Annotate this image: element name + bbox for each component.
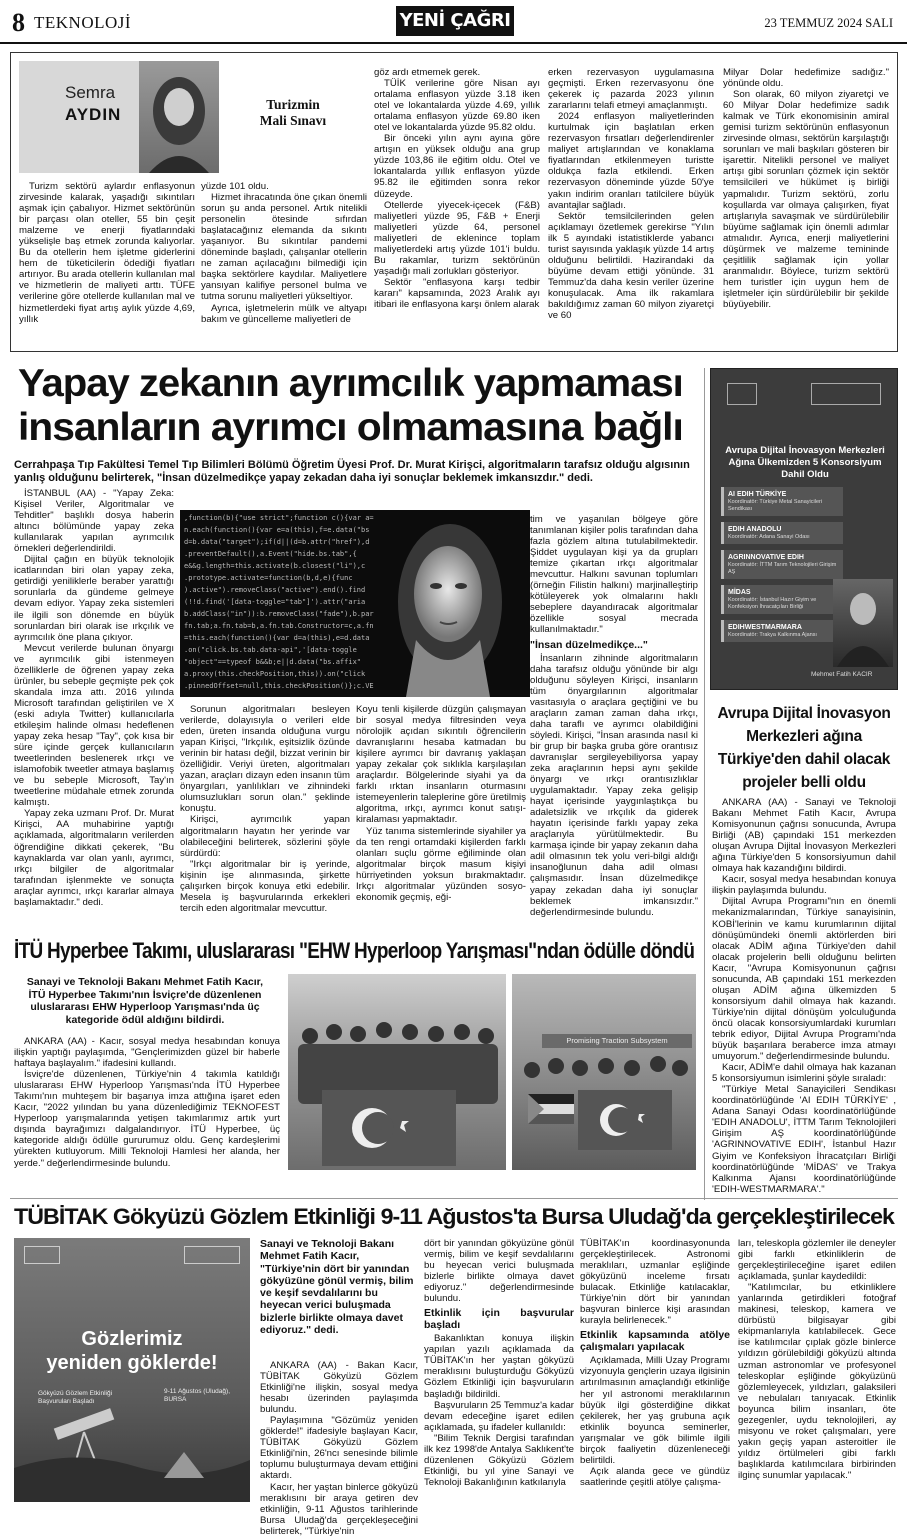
poster-list-item bbox=[721, 550, 843, 579]
ai-subheading: "İnsan düzelmedikçe..." bbox=[530, 638, 648, 651]
svg-text:n.each(function(){var e=a(this: n.each(function(){var e=a(this),f=e.data("bs bbox=[184, 526, 370, 534]
paragraph: Ayrıca, işletmelerin mülk ve altyapı bakım ve güncelleme maliyetleri de bbox=[201, 302, 367, 325]
tubitak-column-2 bbox=[424, 1238, 574, 1488]
paragraph: Kacır, ADİM'e dahil olmaya hak kazanan 5 konsorsiyumun isimlerini şöyle sıraladı: bbox=[712, 1062, 896, 1085]
ai-headline-line2: insanların ayrımcı olmamasına bağlı bbox=[18, 406, 683, 449]
poster-list bbox=[721, 487, 843, 648]
poster-item-coordinator: Koordinatör: Trakya Kalkınma Ajansı bbox=[728, 632, 817, 638]
paragraph: ANKARA (AA) - Bakan Kacır, TÜBİTAK Gökyüzü Gözlem Etkinliği'ne ilişkin, sosyal medya hesabı üzerinden paylaşımda bulundu. bbox=[260, 1360, 418, 1416]
divider bbox=[704, 368, 705, 1200]
svg-text:=this.each(function(){var d=a(: =this.each(function(){var d=a(this),e=d.data bbox=[184, 634, 370, 642]
page-number: 8 bbox=[12, 8, 25, 37]
eu-logo-icon bbox=[811, 383, 881, 405]
poster-list-item bbox=[721, 620, 843, 642]
paragraph: İSTANBUL (AA) - "Yapay Zeka: Kişisel Veriler, Algoritmalar ve Tehditler" başlıklı dosya haberin altıncı bölümünde yapay zeka kullanılarak yapılan ayrımcılık örnekleri değerlendirildi. bbox=[14, 488, 174, 555]
paragraph: İsviçre'de düzenlenen, Türkiye'nin 4 takımla katıldığı uluslararası EHW Hyperloop Yarışması'nda İTÜ Hyperbee Takımı'nın muhteşem bir başarıya imza attığına işaret eden Kacır, "2022 yılından bu yana düzenlediğimiz TEKNOFEST Hyperloop yarışmalarında yetişen takımlarımız artık yurt dışında bayrağımızı dalgalandırıyor. İTÜ Hyperbee, üç kategoride aldığı ödülle gururumuz oldu. Genç kardeşlerimi yürekten kutluyorum. Milli Teknoloji Hamlesi her alanda, her yerde." değerlendirmesinde bulundu. bbox=[14, 1069, 280, 1169]
svg-text:d=b.data("target");if(d||(d=b.: d=b.data("target");if(d||(d=b.attr("href"),d bbox=[184, 538, 370, 546]
poster-headline-1: Gözlerimiz bbox=[81, 1328, 183, 1350]
eu-poster bbox=[710, 368, 898, 690]
poster-item-name: EDIHWESTMARMARA bbox=[728, 624, 802, 631]
column-text-5 bbox=[723, 67, 889, 310]
ministry-logo-icon bbox=[727, 383, 757, 405]
poster-list-item bbox=[721, 522, 843, 544]
poster-item-name: AGRINNOVATIVE EDIH bbox=[728, 554, 804, 561]
poster-item-coordinator: Koordinatör: İTTM Tarım Teknolojileri Girişim AŞ bbox=[728, 562, 837, 575]
column-title-line2: Mali Sınavı bbox=[259, 113, 327, 128]
paragraph: dört bir yanından gökyüzüne gönül vermiş, bilim ve keşif sevdalılarını bu heyecan verici buluşmada bizlerle birlikte olmaya davet ediyoruz." değerlendirmesinde bulundu. bbox=[424, 1238, 574, 1305]
paragraph: Sektör temsilcilerinden gelen açıklamayı özetlemek gerekirse "Yılın ilk 5 ayındaki istatistiklerde yabancı turist sayısında yaklaşık yüzde 14 artış olduğunu belirtildi. Hazirandaki da büyüme devam ettiği yönünde. 31 Temmuz'da daha kesin veriler üzerine konuşulacak. Ama ilk rakamlara bakıldığımız zaman 60 milyon ziyaretçi ve 60 bbox=[548, 210, 714, 322]
paragraph: Açıklamada, Milli Uzay Programı vizyonuyla gençlerin uzaya ilgisinin artırılmasının amaçlandığı etkinliğe her yıl astronomi meraklılarının büyük ilgi gösterdiğine dikkat çekilerek, her yaş grubuna açık etkinlik boyunca seminerler, yarışmalar ve gök bilimle ilgili birçok faaliyetin düzenleneceği belirtildi. bbox=[580, 1355, 730, 1466]
eu-body bbox=[712, 797, 896, 1195]
poster-item-coordinator: Koordinatör: Adana Sanayi Odası bbox=[728, 534, 810, 540]
paragraph: ANKARA (AA) - Kacır, sosyal medya hesabından konuya ilişkin yaptığı paylaşımda, "Gençlerimizden güzel bir haberle haftaya başlayalım." ifadesini kullandı. bbox=[14, 1036, 280, 1070]
column-text-2 bbox=[201, 181, 367, 325]
paragraph: ları, teleskopla gözlemler ile deneyler gibi farklı etkinliklerin de gerçekleştirileceğine işaret edilen açıklamada, şunlar kaydedildi: bbox=[738, 1238, 896, 1283]
itu-body bbox=[14, 1036, 280, 1169]
tubitak-lead: Sanayi ve Teknoloji Bakanı Mehmet Fatih Kacır, "Türkiye'nin dört bir yanından gökyüzüne gönül vermiş, bilim ve keşif sevdalılarını bu heyecan verici buluşmada bizlerle birlikte olmaya davet ediyoruz." dedi. bbox=[260, 1238, 414, 1337]
paragraph: İnsanların zihninde algoritmaların daha tarafsız olduğu yönünde bir algı olduğunu söyleyen Kirişci, insanların tüm önyargılarının algoritmalar vasıtasıyla o araçlara geçtiğini ve bu araçların zaman zaman daha ırkçı, daha taraflı ve ayrımcı olabildiğini söyledi. Kirişci, "İnsan arasında nasıl ki bir grup bir başka gruba göre orantısız davranışlar sergileyebiliyorsa yapay zeka araçlarının hepsi aynı şekilde önyargı ve ırkçı orantısızlıklar uygulamaktadır. Yapay zeka gelişip hayat içerisinde yaygınlaştıkça bu adaletsizlik ve ırkçılık da giderek hayatın içerisinde farklı yapay zeka araçlarıyla yürütülmektedir. Bu karmaşa içinde bir yapay zekanın daha adil olmasının tek yolu veri-bilgi aldığı insanoğlunun daha adil olması çalışmasıdır. İnsan düzelmedikçe yapay zekadan daha iyi sonuçlar beklemek imkansızdır." değerlendirmesinde bulundu. bbox=[530, 652, 698, 918]
author-box bbox=[19, 61, 219, 173]
svg-text:(!!d.find('[data-toggle="tab"]: (!!d.find('[data-toggle="tab"]').attr("aria bbox=[184, 598, 366, 606]
svg-text:.preventDefault(),a.Event("hid: .preventDefault(),a.Event("hide.bs.tab",{ bbox=[184, 550, 357, 558]
paragraph: "Katılımcılar, bu etkinliklere yanlarında getirdikleri fotoğraf makinesi, teleskop, kamera ve dürbüstü bilgisayar gibi ekipmanlarıyla katılabilecek. Gece ise katılımcılar çıplak gözle binlerce yıldızın görülebildiği gökyüzü altında uzman astronomlar ve profesyonel teleskoplar eşliğinde gökyüzünü gözlemleyecek, yıldızları, galaksileri ve nebulaları tanıyacak. Etkinlik boyunca bilim insanları, öte gezegenler, uydu teknolojileri, ay misyonu ve roket çalışmaları, yere yakın geçiş yapan asteroitler ile yıldız örtülmeleri gibi farklı başlıklarda katılımcılara birbirinden ilginç sunumlar yapılacak." bbox=[738, 1282, 896, 1481]
page-header bbox=[0, 0, 907, 44]
paragraph: Koyu tenli kişilerde düzgün çalışmayan bir sosyal medya filtresinden veya nörolojik açıdan sıkıntılı öğrencilerin davranışlarını hesaba katmadan bu kişilere ayrımcı bir davranış yaklaşan yapay zekalar çok sıklıkla karşılaşılan araçlardır. Bölgelerinde siyahi ya da farklı ırktan insanların oturmasını istemeyenlerin taleplerine göre üretilmiş algoritma, ırkçı, ayrımcı konut satışı-kiralaması yapmaktadır. bbox=[356, 704, 526, 826]
paragraph: Turizm sektörü aylardır enflasyonun zirvesinde kalarak, yaşadığı sıkıntıları aşmak için çabalıyor. Hizmet sektörünün bir parçası olan oteller, 55 bin çeşit malzeme ve enerji fiyatlarındaki yükselişle baş etmek zorunda kalıyorlar. Bu da otellerin hem işletme giderlerini hem de tüketicilerin ödediği fiyatları artırıyor. Bu arada otellerin kullanılan mal ve hizmetlerin de maliyeti arttı. TÜFE verilerine göre otellerde kullanılan mal ve hizmetlerdeki fiyat artış aylık yüzde 4,69, yıllık bbox=[19, 181, 195, 325]
minister-photo bbox=[833, 579, 893, 667]
itu-headline: İTÜ Hyperbee Takımı, uluslararası "EHW Hyperloop Yarışması"ndan ödülle döndü bbox=[14, 938, 695, 963]
paragraph: Sorunun algoritmaları besleyen verilerde, dolayısıyla o verileri elde eden, üreten insanda olduğuna vurgu yapan Kirişci, "Irkçılık, eşitsizlik özünde verinin bir hatası değil, bizzat verinin bir özelliğidir. Veriyi üreten, algoritmaları yazan, araçları dizayn eden insanın tüm önyargıları, yanlılıkları ve zihnindeki olumsuzlukları sorun olan." şeklinde konuştu. bbox=[180, 704, 350, 815]
divider bbox=[10, 1198, 898, 1199]
turkish-flag-icon bbox=[322, 1090, 456, 1166]
poster-item-name: MİDAS bbox=[728, 589, 751, 596]
paragraph: Yapay zeka uzmanı Prof. Dr. Murat Kirişci, AA muhabirine yaptığı açıklamada, algoritmaların verilerden öğrendiğine dikkati çekerek, "Bu kaynaklarda var olan yanlı, ayrımcı, ırkçı bilgiler de algoritmalar tarafından işlenmekte ve sonuçta araçlar ayrımcı, ırkçı kararlar almaya başlamaktadır." dedi. bbox=[14, 808, 174, 908]
ai-column-3 bbox=[356, 704, 526, 903]
poster-item-coordinator: Koordinatör: İstanbul Hazır Giyim ve Konfeksiyon İhracatçıları Birliği bbox=[728, 597, 817, 610]
paragraph: Hizmet ihracatında öne çıkan önemli sorun şu anda personel. Artık nitelikli personelin ötesinde sıfırdan başlatacağınız elemanda da sıkıntı yaşanıyor. Bu sıkıntılar pandemi döneminde başladı, çalışanlar otellerin ne zaman açılacağını bilmediği için başka sektörlere kaydılar. Maliyetlere yansıyan kalifiye personel bulma ve tutma sorunu maliyetleri yükseltiyor. bbox=[201, 192, 367, 303]
ai-column-1 bbox=[14, 488, 174, 908]
tubitak-column-4 bbox=[738, 1238, 896, 1481]
paragraph: ANKARA (AA) - Sanayi ve Teknoloji Bakanı Mehmet Fatih Kacır, Avrupa Komisyonunun çağrısı sonucunda, Avrupa Birliği (AB) çapındaki 151 merkezden oluşan Avrupa Dijital İnovasyon Merkezleri ağına Türkiye'den 5 konsorsiyumun dahil olmaya hak kazandığını bildirdi. bbox=[712, 797, 896, 875]
newspaper-logo: YENİ ÇAĞRI bbox=[396, 6, 514, 36]
paragraph: Kacır, her yaştan binlerce gökyüzü meraklısını bir araya getiren dev etkinliğin, 9-11 Ağustos tarihlerinde Bursa Uludağ'da gerçekleşeceğini belirterek, "Türkiye'nin bbox=[260, 1481, 418, 1537]
paragraph: erken rezervasyon uygulamasına geçmişti. Erken rezervasyonu öne çekerek iç pazarda 2023 yılının zararlarını telafi etmeyi amaçlanmıştı. bbox=[548, 67, 714, 112]
svg-text:fn.tab;a.fn.tab=b,a.fn.tab.Con: fn.tab;a.fn.tab=b,a.fn.tab.Constructor=c,a.fn bbox=[184, 622, 374, 630]
paragraph: "Irkçı algoritmalar bir iş yerinde, kişinin işe alınmasında, şirkette çalışırken birçok konuya etki edebilir. Mesela iş başvurularında erkekleri tercih eden algoritmalar mevcuttur. bbox=[180, 858, 350, 914]
svg-text:b.addClass("in")):b.removeClas: b.addClass("in")):b.removeClass("fade"),b.par bbox=[184, 610, 374, 618]
svg-text:e&&g.length=this.activate(b.cl: e&&g.length=this.activate(b.closest("li"),c bbox=[184, 562, 366, 570]
column-text-4 bbox=[548, 67, 714, 321]
paragraph: Yüz tanıma sistemlerinde siyahiler ya da ten rengi ortamdaki kişilerden farklı olanları suçlu görme eğiliminde olan algoritmalar birçok masum kişiyi hürriyetinden yoksun bırakmaktadır. Irkçı algoritmalar yüzünden sosyo-ekonomik geçmiş, eği- bbox=[356, 825, 526, 903]
svg-text:a.proxy(this.checkPosition,thi: a.proxy(this.checkPosition,this)).on("click bbox=[184, 670, 366, 678]
tubitak-column-3 bbox=[580, 1238, 730, 1488]
ai-lead: Cerrahpaşa Tıp Fakültesi Temel Tıp Bilimleri Bölümü Öğretim Üyesi Prof. Dr. Murat Kirişci, algoritmaların tarafsız olduğu algısının yanlış olduğunu belirterek, "İnsan düzelmedikçe yapay zekadan daha iyi sonuçlar beklemek imkansızdır." dedi. bbox=[14, 459, 690, 484]
paragraph: Bakanlıktan konuya ilişkin yapılan yazılı açıklamada da TÜBİTAK'ın her yaştan gökyüzü meraklısını buluşturduğu Gökyüzü Gözlem Etkinliği için başvuruların başladığı bildirildi. bbox=[424, 1333, 574, 1400]
ai-column-4 bbox=[530, 514, 698, 918]
author-last-name: AYDIN bbox=[65, 105, 122, 124]
column-title-line1: Turizmin bbox=[266, 97, 320, 112]
poster-headline-2: yeniden göklerde! bbox=[46, 1352, 218, 1374]
tubitak-headline: TÜBİTAK Gökyüzü Gözlem Etkinliği 9-11 Ağustos'ta Bursa Uludağ'da gerçekleştirilecek bbox=[14, 1204, 894, 1229]
poster-item-coordinator: Koordinatör: Türkiye Metal Sanayicileri Sendikası bbox=[728, 499, 823, 512]
column-title bbox=[233, 97, 353, 129]
svg-text:.prototype.activate=function(b: .prototype.activate=function(b,d,e){func bbox=[184, 574, 353, 582]
paragraph: 2024 enflasyon maliyetlerinden kurtulmak için başlatılan erken rezervasyon fırsatları değerlendirenler maliyet artışlarından ve konaklama fiyatlarından etkilenmeyen turistte oldukça fazla etkilendi. Erken rezervasyon döneminde yüzde 50'ye yakın indirim oranları tatilcilere büyük avantajlar sağladı. bbox=[548, 111, 714, 211]
poster-list-item bbox=[721, 585, 843, 614]
photo-banner-text: Promising Traction Subsystem bbox=[542, 1034, 692, 1048]
author-photo bbox=[139, 61, 219, 173]
svg-text:).active").removeClass("active: ).active").removeClass("active").end().find bbox=[184, 586, 366, 594]
paragraph: Dijital Avrupa Programı"nın en önemli mekanizmalarından, Türkiye sanayisinin, KOBİ'lerinin ve kamu kurumlarının dijital dönüşümündeki önemli aktörlerden biri olacak ADİM ağına Türkiye'den dahil olacak projelerin belli olduğunu belirten Kacır, "Avrupa Komisyonunun çağrısı sonucunda, AB çapındaki 151 merkezden oluşan ADİM ağına ülkemizden 5 konsorsiyum dahil olmaya hak kazandı. Türkiye'nin dijital dönüşüm yolculuğunda öncü olacak konsorsiyumlardaki kurumları tebrik ediyor, Dijital Avrupa Programı'nda büyük başarılara beraberce imza atmayı umuyorum." değerlendirmesinde bulundu. bbox=[712, 896, 896, 1063]
paragraph: Otellerde yiyecek-içecek (F&B) maliyetleri yüzde 95, F&B + Enerji maliyetleri yüzde 64, personel maliyetleri de eklenince toplam maliyetlerdeki artış yüzde 101'i buldu. Bu rakamlar, turizm sektörünün yaşadığı mali zorlukları gösteriyor. bbox=[374, 199, 540, 277]
tubitak-logo-icon bbox=[184, 1246, 240, 1264]
paragraph: Açık alanda gece ve gündüz saatlerinde çeşitli atölye çalışma- bbox=[580, 1465, 730, 1488]
poster-signature: Mehmet Fatih KACIR bbox=[811, 671, 873, 678]
ai-column-2 bbox=[180, 704, 350, 914]
ministry-logo-icon bbox=[24, 1246, 60, 1264]
tent-icon bbox=[164, 1452, 204, 1478]
palestine-flag-icon bbox=[528, 1094, 574, 1124]
poster-item-name: EDIH ANADOLU bbox=[728, 526, 782, 533]
paragraph: tim ve yaşanılan bölgeye göre tanımlanan kişiler polis tarafından daha fazla gözlem altına tutulabilmektedir. Şiddet uygulayan kişi ya da grupları temize çıkartan ırkçı algoritmalar mevcuttur. Halkını savunan toplumları (örneğin Filistin halkını) marjinalleştirip kötüleyerek yok olmalarını haklı sebeplere dayandıracak algoritmalar özellikle sosyal mecrada kullanılmaktadır." bbox=[530, 514, 698, 636]
svg-text:,function(b){"use strict";func: ,function(b){"use strict";function c(){var a= bbox=[184, 514, 374, 522]
paragraph: "Bilim Teknik Dergisi tarafından ilk kez 1998'de Antalya Saklıkent'te düzenlenen Gökyüzü Gözlem Etkinliği, bu yıl yine Sanayi ve Teknoloji Bakanlığının katkılarıyla bbox=[424, 1432, 574, 1488]
poster-list-item bbox=[721, 487, 843, 516]
svg-text:.on("click.bs.tab.data-api",'[: .on("click.bs.tab.data-api",'[data-toggle bbox=[184, 646, 357, 654]
paragraph: yüzde 101 oldu. bbox=[201, 181, 269, 192]
paragraph: göz ardı etmemek gerek. bbox=[374, 67, 481, 78]
paragraph: Son olarak, 60 milyon ziyaretçi ve 60 Milyar Dolar hedefimize sadık kalmak ve Türk ekonomisinin amiral gemisi turizm sektörünün enflasyonun zirvesinde olması, sektörün karşılaştığı sorunları ve mali başkıları gösteren bir işarettir. Nitelikli personel ve maliyet artışı gibi sorunları çözmek için sektör temsilcileri ve hükümet iş birliği yapmalıdır. Turizm sektörü, zorlu koşullarda var olmaya çalışırken, fiyat artışlarıyla savaşmak ve sürdürülebilir büyüme sağlamak için önemli adımlar atmalıdır. Ayrıca, enerji maliyetlerini düşürmek ve malzeme temininde çeşitlilik sağlamak için yollar aranmalıdır. Böylece, turizm sektörü hem turistler için uygun hem de işletmeler için sürdürülebilir bir şekilde büyüyebilir. bbox=[723, 89, 889, 310]
tubitak-subheading-1: Etkinlik için başvurular başladı bbox=[424, 1307, 574, 1332]
poster-item-name: AI EDIH TÜRKİYE bbox=[728, 491, 787, 498]
paragraph: TÜBİTAK'ın koordinasyonunda gerçekleştirilecek. Astronomi meraklıları, uzmanlar eşliğinde gökyüzünü inceleme fırsatı bulacak. Etkinliğe katılacaklar, Türkiye'nin dört bir yanından başvuran binlerce kişi arasından kurayla belirlenecek." bbox=[580, 1238, 730, 1327]
column-text-3 bbox=[374, 67, 540, 310]
paragraph: "Türkiye Metal Sanayicileri Sendikası koordinatörlüğünde 'AI EDIH TÜRKİYE' , Adana Sanayi Odası koordinatörlüğünde 'EDIH ANADOLU', İTTM Tarım Teknolojileri Girişim AŞ koordinatörlüğünde 'AGRINNOVATIVE EDIH', İstanbul Hazır Giyim ve Konfeksiyon İhracatçıları Birliği koordinatörlüğünde 'MİDAS' ve Trakya Kalkınma Ajansı koordinatörlüğünde 'EDIH-WESTMARMARA'." bbox=[712, 1084, 896, 1195]
itu-lead: Sanayi ve Teknoloji Bakanı Mehmet Fatih Kacır, İTÜ Hyperbee Takımı'nın İsviçre'de düzenlenen uluslararası EHW Hyperloop Yarışması'nda üç kategoride ödül aldığını bildirdi. bbox=[26, 976, 264, 1026]
paragraph: Kacır, sosyal medya hesabından konuya ilişkin paylaşımda bulundu. bbox=[712, 874, 896, 897]
paragraph: TÜİK verilerine göre Nisan ayı ortalama enflasyon yüzde 3.18 iken otel ve lokantalarda yüzde 4.69, yıllık ortalama enflasyon yüzde 69.80 iken otel ve lokantalarda yüzde 95.82 oldu. bbox=[374, 78, 540, 134]
robot-face-icon bbox=[398, 524, 502, 697]
paragraph: Mevcut verilerde bulunan önyargı ve ayrımcılık gibi istenmeyen özelliklerle de öğrenen yapay zeka ürünler, bu sebeple geçmişte pek çok skandala imza attı. 2016 yılında Microsoft tarafından geliştirilen ve X (eski adıyla Twitter) kullanıcılarla etkileşim halinde olması hedeflenen yapay zeka hesap "Tay", çok kısa bir süre içinde gerçek kullanıcıların tweetlerinden beslenerek ırkçı ve islamofobik tweetler atmaya başlamış ve bu sebeple Microsoft, Tay'ın tweetlerine müdahale etmek zorunda kalmıştı. bbox=[14, 642, 174, 809]
section-title: TEKNOLOJİ bbox=[34, 13, 132, 32]
tubitak-column-1 bbox=[260, 1360, 418, 1537]
paragraph: Kirişci, ayrımcılık yapan algoritmaların hayatın her yerinde var olabileceğini belirterek, sözlerini şöyle sürdürdü: bbox=[180, 814, 350, 859]
paragraph: Milyar Dolar hedefimize sadığız." yönünde oldu. bbox=[723, 67, 889, 90]
ai-headline-line1: Yapay zekanın ayrımcılık yapmaması bbox=[18, 362, 683, 405]
paragraph: Başvuruların 25 Temmuz'a kadar devam edeceğine işaret edilen açıklamada, şu ifadeler kullanıldı: bbox=[424, 1399, 574, 1433]
paragraph: Paylaşımına "Gözümüz yeniden göklerde!" ifadesiyle başlayan Kacır, TÜBİTAK Gökyüzü Gözlem Etkinliği'nin, 26'ncı senesinde bilimle toplumu buluşturmaya devam ettiğini aktardı. bbox=[260, 1415, 418, 1482]
author-first-name: Semra bbox=[65, 83, 116, 102]
itu-photo-2 bbox=[512, 974, 696, 1170]
paragraph: Dijital çağın en büyük teknolojik icatlarından biri olan yapay zeka, getirdiği yeniliklerle beraber yarattığı sorunlarla da gündeme gelmeye devam ediyor. Yapay zeka sistemleri ile ilgili son dönemde en büyük sorunlardan biri olarak ise ırkçılık ve ayrımcılık öne plana çıkıyor. bbox=[14, 554, 174, 643]
poster-title: Avrupa Dijital İnovasyon Merkezleri Ağına Ülkemizden 5 Konsorsiyum Dahil Oldu bbox=[725, 445, 885, 480]
column-text-1 bbox=[19, 181, 195, 325]
paragraph: Sektör "enflasyona karşı tedbir kararı" kapsamında, 2023 Aralık ayı itibari ile enflasyona karşı önlem alarak bbox=[374, 276, 540, 310]
tubitak-subheading-2: Etkinlik kapsamında atölye çalışmaları yapılacak bbox=[580, 1329, 730, 1354]
poster-subtext: Gökyüzü Gözlem Etkinliği Başvuruları Başladı bbox=[38, 1390, 113, 1405]
ai-code-photo bbox=[180, 510, 530, 697]
itu-photo-1 bbox=[288, 974, 506, 1170]
eu-headline: Avrupa Dijital İnovasyon Merkezleri ağına Türkiye'den dahil olacak projeler belli oldu bbox=[717, 705, 891, 791]
tubitak-poster bbox=[14, 1238, 250, 1502]
poster-date: 9-11 Ağustos (Uludağ), BURSA bbox=[164, 1388, 230, 1403]
paragraph: Bir önceki yılın aynı ayına göre artışın en yüksek olduğu ana grup yüzde 103,86 ile eğitim oldu. Otel ve lokantalarda yıllık enflasyon yüzde 95.82 ile eğitimden sonra rekor düzeyde. bbox=[374, 133, 540, 200]
svg-text:"object"==typeof b&&b;e||d.dat: "object"==typeof b&&b;e||d.data("bs.affix" bbox=[184, 658, 362, 666]
turkish-flag-icon bbox=[578, 1090, 672, 1150]
opinion-column bbox=[10, 52, 898, 352]
issue-date: 23 TEMMUZ 2024 SALI bbox=[764, 16, 893, 30]
svg-text:.pinnedOffset=null,this.checkP: .pinnedOffset=null,this.checkPosition()};c.VE bbox=[184, 682, 374, 690]
